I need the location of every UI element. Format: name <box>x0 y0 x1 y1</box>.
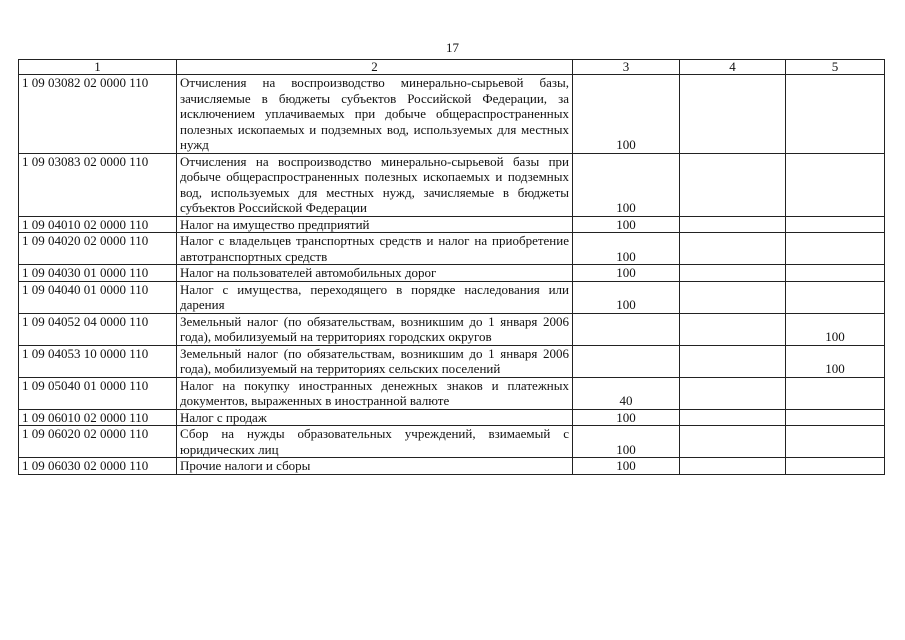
column-5-cell <box>786 426 885 458</box>
column-header-5: 5 <box>786 60 885 75</box>
description-cell: Налог на покупку иностранных денежных знаков и платежных документов, выраженных в иностранной валюте <box>177 377 573 409</box>
table-row <box>19 313 885 345</box>
column-5-cell <box>786 265 885 282</box>
budget-classification-table <box>18 59 885 475</box>
description-cell: Налог с имущества, переходящего в порядке наследования или дарения <box>177 281 573 313</box>
description-cell: Земельный налог (по обязательствам, возникшим до 1 января 2006 года), мобилизуемый на территориях городских округов <box>177 313 573 345</box>
table-row <box>19 153 885 216</box>
description-cell: Отчисления на воспроизводство минерально-сырьевой базы, зачисляемые в бюджеты субъектов Российской Федерации, за исключением уплачиваемых при добыче общераспространенных полезных ископаемых и подземных вод, используемых для местных нужд <box>177 75 573 154</box>
code-cell: 1 09 06020 02 0000 110 <box>19 426 177 458</box>
column-3-cell: 100 <box>573 233 680 265</box>
column-4-cell <box>680 345 786 377</box>
column-4-cell <box>680 313 786 345</box>
column-4-cell <box>680 458 786 475</box>
column-header-3: 3 <box>573 60 680 75</box>
column-5-cell <box>786 216 885 233</box>
code-cell: 1 09 06010 02 0000 110 <box>19 409 177 426</box>
column-4-cell <box>680 409 786 426</box>
page-number: 17 <box>446 40 459 55</box>
code-cell: 1 09 03083 02 0000 110 <box>19 153 177 216</box>
column-4-cell <box>680 426 786 458</box>
column-4-cell <box>680 265 786 282</box>
column-3-cell: 100 <box>573 265 680 282</box>
column-5-cell <box>786 75 885 154</box>
column-3-cell <box>573 345 680 377</box>
column-4-cell <box>680 377 786 409</box>
column-4-cell <box>680 233 786 265</box>
table-row <box>19 265 885 282</box>
column-5-cell: 100 <box>786 345 885 377</box>
column-header-1: 1 <box>19 60 177 75</box>
table-row <box>19 426 885 458</box>
table-row <box>19 345 885 377</box>
description-cell: Земельный налог (по обязательствам, возникшим до 1 января 2006 года), мобилизуемый на территориях сельских поселений <box>177 345 573 377</box>
description-cell: Отчисления на воспроизводство минерально-сырьевой базы при добыче общераспространенных полезных ископаемых и подземных вод, используемых для местных нужд, зачисляемые в бюджеты субъектов Российской Федерации <box>177 153 573 216</box>
column-4-cell <box>680 75 786 154</box>
header-row <box>19 60 885 75</box>
column-4-cell <box>680 153 786 216</box>
code-cell: 1 09 06030 02 0000 110 <box>19 458 177 475</box>
column-3-cell: 100 <box>573 426 680 458</box>
column-5-cell <box>786 409 885 426</box>
column-5-cell <box>786 377 885 409</box>
column-header-2: 2 <box>177 60 573 75</box>
table-row <box>19 281 885 313</box>
column-5-cell <box>786 153 885 216</box>
description-cell: Налог с владельцев транспортных средств и налог на приобретение автотранспортных средств <box>177 233 573 265</box>
column-header-4: 4 <box>680 60 786 75</box>
description-cell: Налог на пользователей автомобильных дорог <box>177 265 573 282</box>
description-cell: Налог с продаж <box>177 409 573 426</box>
code-cell: 1 09 04052 04 0000 110 <box>19 313 177 345</box>
column-4-cell <box>680 281 786 313</box>
column-5-cell <box>786 233 885 265</box>
description-cell: Сбор на нужды образовательных учреждений, взимаемый с юридических лиц <box>177 426 573 458</box>
column-3-cell: 40 <box>573 377 680 409</box>
description-cell: Прочие налоги и сборы <box>177 458 573 475</box>
code-cell: 1 09 04053 10 0000 110 <box>19 345 177 377</box>
table-row <box>19 216 885 233</box>
code-cell: 1 09 04010 02 0000 110 <box>19 216 177 233</box>
column-3-cell: 100 <box>573 216 680 233</box>
table-row <box>19 233 885 265</box>
column-5-cell <box>786 281 885 313</box>
column-5-cell <box>786 458 885 475</box>
table-row <box>19 409 885 426</box>
code-cell: 1 09 04040 01 0000 110 <box>19 281 177 313</box>
column-3-cell: 100 <box>573 281 680 313</box>
column-5-cell: 100 <box>786 313 885 345</box>
column-3-cell: 100 <box>573 409 680 426</box>
table-row <box>19 75 885 154</box>
code-cell: 1 09 04030 01 0000 110 <box>19 265 177 282</box>
table-row <box>19 458 885 475</box>
column-3-cell: 100 <box>573 458 680 475</box>
column-4-cell <box>680 216 786 233</box>
description-cell: Налог на имущество предприятий <box>177 216 573 233</box>
column-3-cell: 100 <box>573 75 680 154</box>
code-cell: 1 09 03082 02 0000 110 <box>19 75 177 154</box>
code-cell: 1 09 04020 02 0000 110 <box>19 233 177 265</box>
code-cell: 1 09 05040 01 0000 110 <box>19 377 177 409</box>
table-row <box>19 377 885 409</box>
column-3-cell <box>573 313 680 345</box>
column-3-cell: 100 <box>573 153 680 216</box>
